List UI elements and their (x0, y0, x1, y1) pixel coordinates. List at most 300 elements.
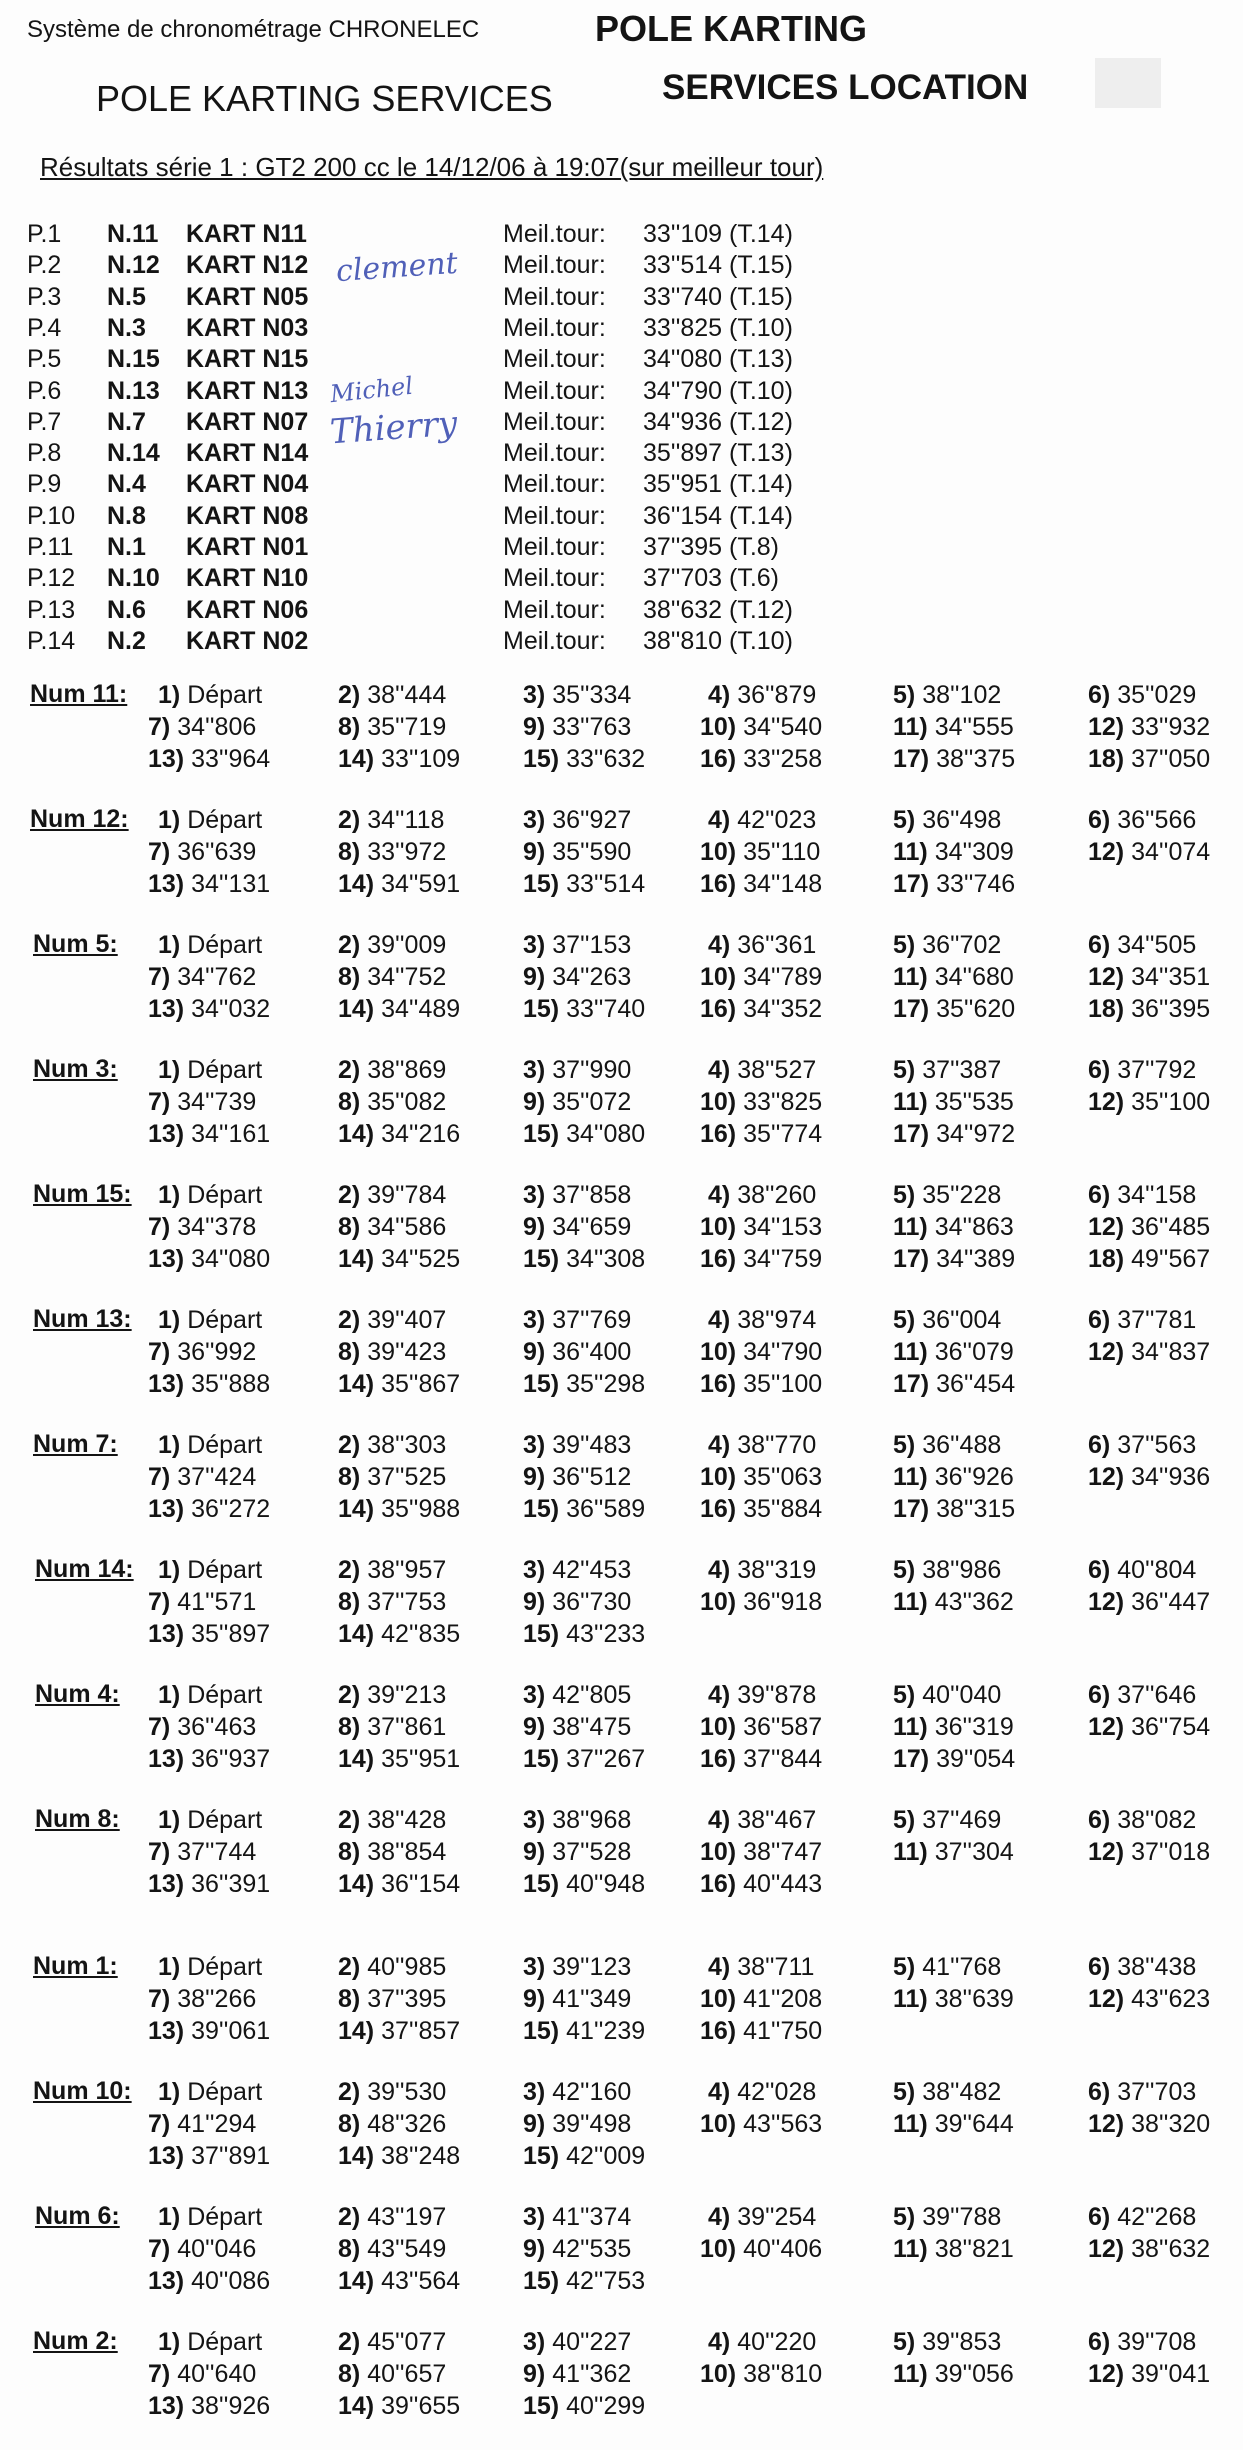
lap-entry (523, 1619, 645, 1650)
lap-entry (708, 1680, 816, 1711)
lap-entry (700, 712, 822, 743)
lap-time: 38''957 (367, 1556, 447, 1584)
lap-time: 35''072 (552, 1088, 632, 1116)
ranking-position: P.3 (27, 282, 62, 311)
lap-time: 40''948 (566, 1870, 646, 1898)
lap-number: 13) (148, 2267, 185, 2295)
best-lap-label: Meil.tour: (503, 439, 606, 468)
lap-entry (338, 2077, 446, 2108)
lap-number: 14) (338, 2392, 375, 2420)
best-lap-time: 33''109 (T.14) (643, 220, 793, 248)
lap-number: 14) (338, 2267, 375, 2295)
lap-entry (893, 1119, 1015, 1150)
lap-number: 2) (338, 1953, 361, 1981)
lap-number: 7) (148, 1213, 171, 1241)
lap-number: 2) (338, 2078, 361, 2106)
best-lap-time: 34''936 (T.12) (643, 407, 793, 436)
ranking-position: P.1 (27, 220, 62, 248)
lap-time: 37''744 (177, 1838, 257, 1866)
lap-time: 39''644 (934, 2110, 1014, 2138)
lap-entry (523, 1712, 631, 1743)
lap-number: 10) (700, 2110, 737, 2138)
lap-number: 12) (1088, 2360, 1125, 2388)
lap-number: 4) (708, 1681, 731, 1709)
lap-entry (158, 1305, 262, 1336)
lap-time: 43''549 (367, 2235, 447, 2263)
lap-entry (523, 930, 631, 961)
lap-number: 10) (700, 1213, 737, 1241)
lap-time: 41''750 (743, 2017, 823, 2045)
lap-entry (158, 2077, 262, 2108)
lap-number: 16) (700, 1120, 737, 1148)
lap-time: 35''888 (191, 1370, 271, 1398)
lap-time: 41''571 (177, 1588, 257, 1616)
lap-time: 36''937 (191, 1745, 271, 1773)
best-lap-label: Meil.tour: (503, 282, 606, 311)
kart-lap-section (0, 2327, 1243, 2439)
lap-time: 37''525 (367, 1463, 447, 1491)
ranking-row (0, 596, 1243, 627)
lap-time: Départ (187, 806, 263, 834)
lap-number: 14) (338, 2017, 375, 2045)
kart-lap-section (0, 930, 1243, 1042)
ranking-number: N.7 (107, 407, 146, 436)
lap-number: 1) (158, 2203, 181, 2231)
lap-time: 34''752 (367, 963, 447, 991)
lap-entry (708, 2202, 816, 2233)
lap-entry (523, 2202, 631, 2233)
lap-number: 13) (148, 995, 185, 1023)
lap-entry (338, 1244, 460, 1275)
lap-time: 34''148 (743, 870, 823, 898)
lap-number: 9) (523, 1338, 546, 1366)
lap-entry (338, 1430, 446, 1461)
kart-lap-section-title: Num 6: (35, 2202, 120, 2230)
lap-time: 37''395 (367, 1985, 447, 2013)
lap-number: 3) (523, 2203, 546, 2231)
lap-entry (148, 1212, 256, 1243)
kart-lap-section-title: Num 13: (33, 1305, 132, 1333)
lap-time: 38''475 (552, 1713, 632, 1741)
lap-entry (148, 2141, 270, 2172)
lap-number: 13) (148, 1245, 185, 1273)
lap-number: 3) (523, 1953, 546, 1981)
lap-number: 1) (158, 2328, 181, 2356)
lap-time: 43''362 (934, 1588, 1014, 1616)
lap-entry (1088, 1952, 1196, 1983)
lap-number: 9) (523, 2235, 546, 2263)
lap-time: 39''530 (367, 2078, 447, 2106)
lap-entry (708, 805, 816, 836)
lap-entry (708, 930, 816, 961)
ranking-number: N.5 (107, 282, 146, 311)
lap-entry (708, 1805, 816, 1836)
lap-time: 34''659 (552, 1213, 632, 1241)
lap-number: 7) (148, 1088, 171, 1116)
lap-number: 9) (523, 2110, 546, 2138)
best-lap-label: Meil.tour: (503, 564, 606, 593)
lap-number: 7) (148, 2110, 171, 2138)
ranking-number: N.11 (107, 220, 159, 248)
lap-entry (893, 2234, 1014, 2265)
lap-number: 5) (893, 2328, 916, 2356)
lap-time: 38''770 (737, 1431, 817, 1459)
lap-time: Départ (187, 2078, 263, 2106)
ranking-number: N.12 (107, 251, 160, 280)
lap-entry (893, 805, 1001, 836)
lap-time: 38''968 (552, 1806, 632, 1834)
lap-entry (148, 1587, 256, 1618)
lap-time: 39''123 (552, 1953, 632, 1981)
lap-number: 17) (893, 1370, 930, 1398)
ranking-row (0, 283, 1243, 314)
lap-entry (1088, 2234, 1210, 2265)
lap-time: 34''555 (934, 713, 1014, 741)
lap-number: 3) (523, 681, 546, 709)
lap-entry (523, 1984, 631, 2015)
lap-entry (148, 744, 270, 775)
lap-number: 10) (700, 2360, 737, 2388)
lap-time: 43''197 (367, 2203, 447, 2231)
lap-number: 5) (893, 1181, 916, 1209)
lap-number: 5) (893, 1306, 916, 1334)
lap-entry (700, 1744, 822, 1775)
lap-time: 34''131 (191, 870, 271, 898)
lap-time: 37''424 (177, 1463, 257, 1491)
lap-entry (338, 680, 446, 711)
lap-time: 45''077 (367, 2328, 447, 2356)
lap-entry (338, 1369, 460, 1400)
ranking-row (0, 564, 1243, 595)
lap-time: 42''453 (552, 1556, 632, 1584)
lap-time: 35''774 (743, 1120, 823, 1148)
lap-time: 38''854 (367, 1838, 447, 1866)
results-title: Résultats série 1 : GT2 200 cc le 14/12/06 à 19:07(sur meilleur tour) (40, 152, 824, 182)
lap-entry (893, 1430, 1001, 1461)
lap-entry (893, 1712, 1014, 1743)
lap-entry (1088, 1680, 1196, 1711)
lap-entry (523, 1680, 631, 1711)
lap-time: 36''463 (177, 1713, 257, 1741)
kart-lap-section (0, 2077, 1243, 2189)
lap-entry (893, 712, 1014, 743)
lap-number: 16) (700, 995, 737, 1023)
lap-number: 13) (148, 870, 185, 898)
lap-entry (148, 1462, 256, 1493)
lap-time: 38''482 (922, 2078, 1002, 2106)
lap-time: 40''640 (177, 2360, 257, 2388)
lap-entry (893, 1055, 1001, 1086)
ranking-position: P.13 (27, 595, 76, 624)
lap-entry (158, 1555, 262, 1586)
lap-number: 14) (338, 1620, 375, 1648)
lap-number: 6) (1088, 1806, 1111, 1834)
lap-entry (148, 1712, 256, 1743)
lap-time: 38''639 (934, 1985, 1014, 2013)
lap-time: 34''540 (743, 713, 823, 741)
ranking-kart: KART N10 (186, 564, 309, 593)
lap-number: 10) (700, 838, 737, 866)
lap-number: 2) (338, 681, 361, 709)
lap-time: 36''730 (552, 1588, 632, 1616)
lap-number: 12) (1088, 2235, 1125, 2263)
lap-time: 36''589 (566, 1495, 646, 1523)
lap-entry (148, 2109, 256, 2140)
handwritten-note-michel: Michel (328, 371, 415, 409)
kart-lap-section-title: Num 2: (33, 2327, 118, 2355)
best-lap-time: 37''395 (T.8) (643, 533, 780, 561)
lap-time: 36''918 (743, 1588, 823, 1616)
lap-time: 39''708 (1117, 2328, 1197, 2356)
pole-karting-title: POLE KARTING (595, 8, 868, 49)
lap-time: 39''061 (191, 2017, 271, 2045)
best-lap-time: 35''897 (T.13) (643, 439, 793, 468)
lap-entry (338, 994, 460, 1025)
lap-number: 9) (523, 1088, 546, 1116)
timing-system-title: Système de chronométrage CHRONELEC (27, 16, 480, 43)
lap-entry (523, 805, 631, 836)
lap-number: 2) (338, 1556, 361, 1584)
lap-time: 35''334 (552, 681, 632, 709)
lap-entry (708, 1952, 814, 1983)
kart-lap-section-title: Num 15: (33, 1180, 132, 1208)
lap-time: 37''861 (367, 1713, 447, 1741)
lap-number: 3) (523, 1181, 546, 1209)
lap-number: 13) (148, 2017, 185, 2045)
lap-entry (338, 1305, 446, 1336)
lap-number: 14) (338, 2142, 375, 2170)
lap-entry (700, 1244, 822, 1275)
lap-number: 6) (1088, 1953, 1111, 1981)
lap-number: 2) (338, 1181, 361, 1209)
lap-time: 39''784 (367, 1181, 447, 1209)
lap-time: 35''590 (552, 838, 632, 866)
lap-number: 3) (523, 1681, 546, 1709)
lap-number: 7) (148, 713, 171, 741)
lap-entry (700, 1984, 822, 2015)
lap-time: 36''004 (922, 1306, 1002, 1334)
lap-time: 39''655 (381, 2392, 461, 2420)
lap-entry (523, 869, 645, 900)
lap-entry (1088, 2077, 1196, 2108)
lap-number: 11) (893, 2360, 928, 2388)
lap-time: 34''680 (934, 963, 1014, 991)
lap-number: 10) (700, 1588, 737, 1616)
lap-number: 11) (893, 713, 928, 741)
lap-entry (700, 2109, 822, 2140)
lap-entry (700, 744, 822, 775)
lap-number: 3) (523, 2078, 546, 2106)
ranking-row (0, 627, 1243, 658)
lap-number: 6) (1088, 1181, 1111, 1209)
lap-number: 4) (708, 1056, 731, 1084)
lap-entry (148, 994, 270, 1025)
lap-time: 34''806 (177, 713, 257, 741)
lap-entry (338, 1462, 446, 1493)
lap-number: 9) (523, 1463, 546, 1491)
lap-number: 1) (158, 1953, 181, 1981)
lap-time: 40''406 (743, 2235, 823, 2263)
lap-number: 15) (523, 2142, 560, 2170)
lap-number: 9) (523, 1713, 546, 1741)
lap-entry (338, 930, 446, 961)
lap-entry (1088, 1587, 1210, 1618)
ranking-number: N.6 (107, 595, 146, 624)
lap-time: 34''263 (552, 963, 632, 991)
lap-time: 34''118 (367, 806, 445, 834)
lap-time: 39''254 (737, 2203, 817, 2231)
lap-number: 6) (1088, 2078, 1111, 2106)
lap-time: Départ (187, 1431, 263, 1459)
lap-entry (893, 744, 1015, 775)
lap-entry (708, 1305, 816, 1336)
lap-number: 5) (893, 1681, 916, 1709)
lap-time: 33''514 (566, 870, 646, 898)
lap-entry (338, 805, 444, 836)
lap-time: 34''789 (743, 963, 823, 991)
lap-time: 37''050 (1131, 745, 1211, 773)
lap-time: 34''790 (743, 1338, 823, 1366)
lap-number: 8) (338, 1588, 361, 1616)
ranking-kart: KART N07 (186, 407, 309, 436)
lap-time: 39''054 (936, 1745, 1016, 1773)
lap-entry (700, 2016, 822, 2047)
lap-entry (1088, 1087, 1210, 1118)
lap-time: 43''563 (743, 2110, 823, 2138)
lap-entry (338, 962, 446, 993)
lap-number: 3) (523, 806, 546, 834)
lap-number: 8) (338, 1213, 361, 1241)
lap-number: 13) (148, 2392, 185, 2420)
lap-time: 34''158 (1117, 1181, 1197, 1209)
lap-entry (158, 1805, 262, 1836)
ranking-position: P.4 (27, 313, 62, 342)
lap-number: 4) (708, 2328, 731, 2356)
lap-number: 5) (893, 1556, 916, 1584)
lap-number: 5) (893, 806, 916, 834)
lap-entry (523, 1952, 631, 1983)
lap-entry (338, 2234, 446, 2265)
lap-time: 39''423 (367, 1338, 447, 1366)
lap-entry (158, 1952, 262, 1983)
lap-entry (523, 1055, 631, 1086)
best-lap-label: Meil.tour: (503, 345, 606, 374)
lap-time: Départ (187, 2203, 263, 2231)
lap-entry (1088, 994, 1210, 1025)
lap-number: 7) (148, 1338, 171, 1366)
ranking-row (0, 251, 1243, 282)
lap-time: 48''326 (367, 2110, 447, 2138)
ranking-number: N.1 (107, 533, 146, 561)
lap-number: 14) (338, 1870, 375, 1898)
lap-time: 36''702 (922, 931, 1002, 959)
lap-time: 39''407 (367, 1306, 447, 1334)
lap-number: 13) (148, 1495, 185, 1523)
lap-entry (893, 2359, 1014, 2390)
lap-number: 1) (158, 1681, 181, 1709)
lap-number: 1) (158, 806, 181, 834)
lap-entry (338, 1119, 460, 1150)
lap-number: 8) (338, 2110, 361, 2138)
lap-entry (523, 2234, 631, 2265)
lap-time: 35''100 (743, 1370, 823, 1398)
lap-time: 42''009 (566, 2142, 646, 2170)
lap-number: 8) (338, 713, 361, 741)
lap-number: 5) (893, 681, 916, 709)
ranking-row (0, 502, 1243, 533)
lap-entry (338, 2327, 446, 2358)
lap-entry (523, 712, 631, 743)
kart-lap-section (0, 2202, 1243, 2314)
lap-number: 12) (1088, 713, 1125, 741)
lap-entry (338, 1837, 446, 1868)
lap-entry (1088, 2359, 1210, 2390)
kart-lap-section-title: Num 5: (33, 930, 118, 958)
lap-number: 4) (708, 1431, 731, 1459)
lap-number: 15) (523, 1620, 560, 1648)
lap-time: 40''040 (922, 1681, 1002, 1709)
lap-time: 41''768 (922, 1953, 1002, 1981)
lap-number: 6) (1088, 931, 1111, 959)
lap-entry (893, 930, 1001, 961)
lap-entry (893, 1369, 1015, 1400)
lap-time: 34''837 (1131, 1338, 1211, 1366)
lap-number: 9) (523, 2360, 546, 2388)
lap-time: 36''079 (934, 1338, 1014, 1366)
lap-number: 15) (523, 1370, 560, 1398)
lap-number: 11) (893, 2110, 928, 2138)
ranking-position: P.8 (27, 439, 62, 468)
lap-entry (1088, 930, 1196, 961)
lap-time: 42''160 (552, 2078, 632, 2106)
lap-entry (1088, 2109, 1210, 2140)
lap-number: 11) (893, 1088, 928, 1116)
kart-lap-section-title: Num 1: (33, 1952, 118, 1980)
best-lap-time: 33''514 (T.15) (643, 251, 793, 280)
lap-number: 17) (893, 1120, 930, 1148)
lap-number: 5) (893, 2203, 916, 2231)
lap-time: 40''086 (191, 2267, 271, 2295)
lap-time: 38''632 (1131, 2235, 1211, 2263)
lap-number: 12) (1088, 1213, 1125, 1241)
lap-number: 7) (148, 1588, 171, 1616)
lap-time: 36''447 (1131, 1588, 1211, 1616)
best-lap-label: Meil.tour: (503, 595, 606, 624)
best-lap-label: Meil.tour: (503, 533, 606, 561)
lap-entry (338, 2391, 460, 2422)
lap-entry (893, 1837, 1014, 1868)
lap-number: 10) (700, 1985, 737, 2013)
best-lap-label: Meil.tour: (503, 470, 606, 499)
ranking-kart: KART N05 (186, 282, 309, 311)
lap-entry (338, 869, 460, 900)
lap-entry (338, 2359, 446, 2390)
lap-entry (708, 680, 816, 711)
lap-time: 36''926 (934, 1463, 1014, 1491)
lap-time: 36''587 (743, 1713, 823, 1741)
lap-time: 40''657 (367, 2360, 447, 2388)
lap-time: 34''080 (566, 1120, 646, 1148)
lap-time: 35''884 (743, 1495, 823, 1523)
lap-entry (700, 1087, 822, 1118)
lap-time: 39''498 (552, 2110, 632, 2138)
lap-entry (523, 1119, 645, 1150)
lap-number: 9) (523, 1838, 546, 1866)
lap-entry (148, 1619, 270, 1650)
lap-number: 10) (700, 713, 737, 741)
lap-time: Départ (187, 1681, 263, 1709)
lap-entry (338, 2266, 460, 2297)
